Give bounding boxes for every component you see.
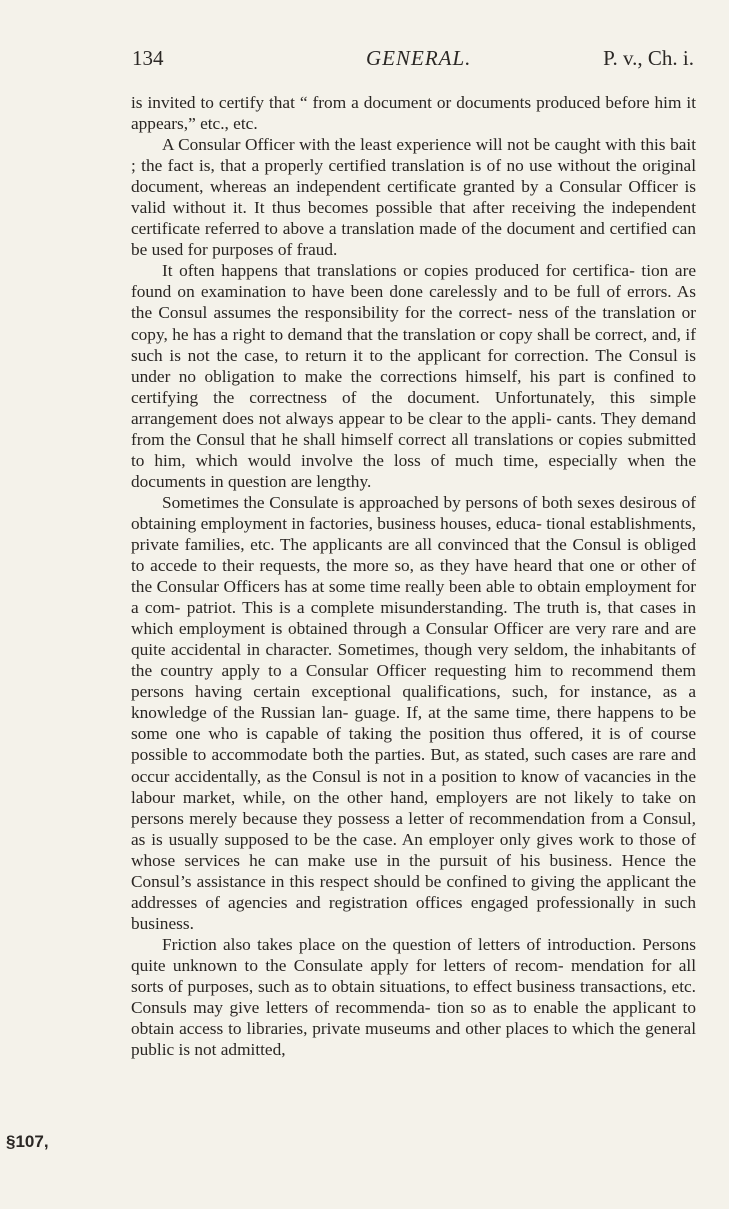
body-text [131, 92, 696, 1060]
paragraph: Friction also takes place on the question of letters of introduction. Persons quite unknown to the Consulate apply for letters of recom- mendation for all sorts of purposes, such as to obtain situations, to effect business transactions, etc. Consuls may give letters of recommenda- tion so as to enable the applicant to obtain access to libraries, private museums and other places to which the general public is not admitted, [131, 934, 696, 1060]
section-marker: §107, [6, 1132, 49, 1151]
paragraph: Sometimes the Consulate is approached by persons of both sexes desirous of obtaining employment in factories, business houses, educa- tional establishments, private families, etc. The applicants are all convinced that the Consul is obliged to accede to their requests, the more so, as they have heard that one or other of the Consular Officers has at some time really been able to obtain employment for a com- patriot. This is a complete misunderstanding. The truth is, that cases in which employment is obtained through a Consular Officer are very rare and are quite accidental in character. Sometimes, though very seldom, the inhabitants of the country apply to a Consular Officer requesting him to recommend them persons having certain exceptional qualifications, such, for instance, as a knowledge of the Russian lan- guage. If, at the same time, there happens to be some one who is capable of taking the position thus offered, it is of course possible to accommodate both the parties. But, as stated, such cases are rare and occur accidentally, as the Consul is not in a position to know of vacancies in the labour market, while, on the other hand, employers are not likely to take on persons merely because they possess a letter of recommendation from a Consul, as is usually supposed to be the case. An employer only gives work to those of whose services he can make use in the pursuit of his business. Hence the Consul’s assistance in this respect should be confined to giving the applicant the addresses of agencies and registration offices engaged professionally in such business. [131, 492, 696, 933]
paragraph: It often happens that translations or copies produced for certifica- tion are found on examination to have been done carelessly and to be full of errors. As the Consul assumes the responsibility for the correct- ness of the translation or copy, he has a right to demand that the translation or copy shall be correct, and, if such is not the case, to return it to the applicant for correction. The Consul is under no obligation to make the corrections himself, his part is confined to certifying the correctness of the document. Unfortunately, this simple arrangement does not always appear to be clear to the appli- cants. They demand from the Consul that he shall himself correct all translations or copies submitted to him, which would involve the loss of much time, especially when the documents in question are lengthy. [131, 261, 696, 491]
part-chapter-label: P. v., Ch. i. [603, 46, 694, 70]
paragraph-continuation: is invited to certify that “ from a document or documents produced before him it appears,” etc., etc. [131, 93, 696, 134]
running-header [132, 46, 694, 76]
page-number: 134 [132, 46, 164, 70]
running-title: GENERAL. [366, 46, 472, 70]
paragraph: A Consular Officer with the least experience will not be caught with this bait ; the fact is, that a properly certified translation is of no use without the original document, whereas an independent certificate granted by a Consular Officer is valid without it. It thus becomes possible that after receiving the independent certificate referred to above a translation made of the document and certified can be used for purposes of fraud. [131, 135, 696, 260]
